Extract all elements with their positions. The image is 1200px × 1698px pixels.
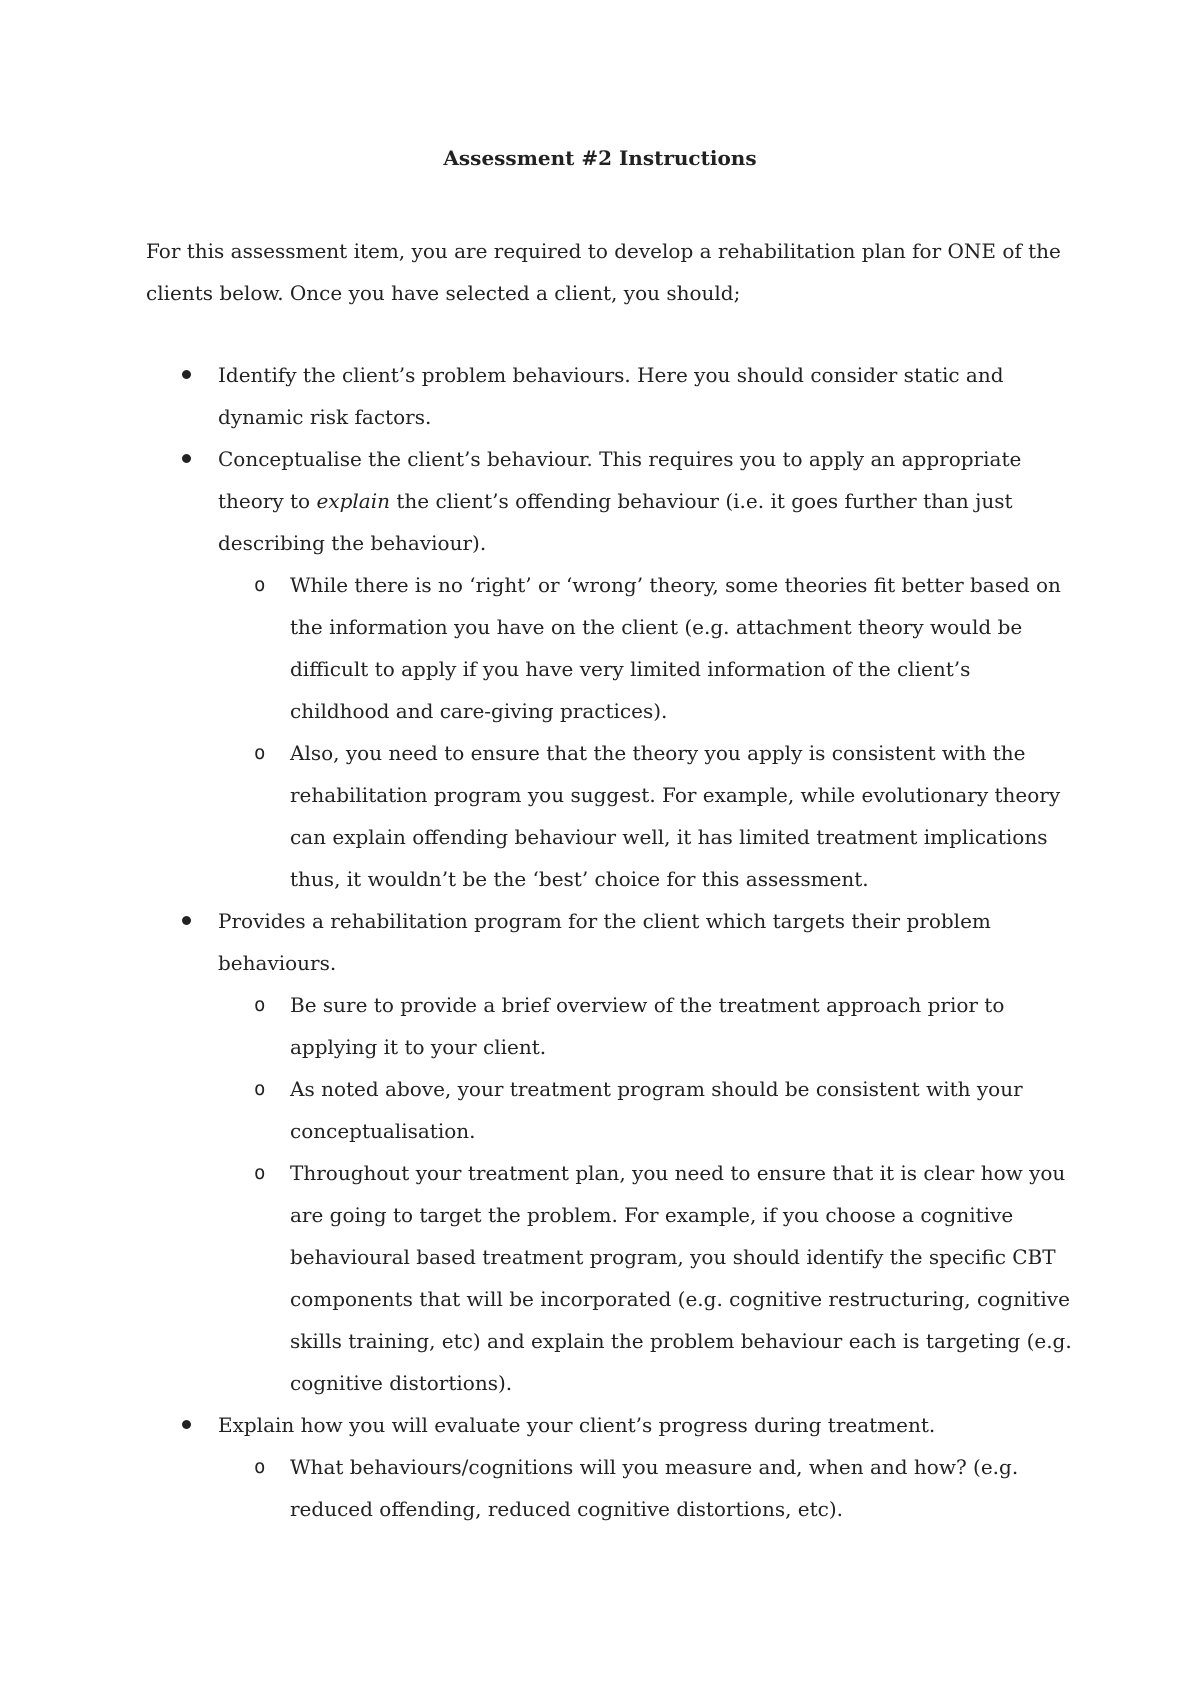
sub-list-item: [218, 564, 1076, 732]
sub-list-item: [218, 1446, 1076, 1530]
sub-list: [218, 1446, 1076, 1530]
circle-bullet-icon: o: [254, 994, 266, 1016]
list-item-text: Provides a rehabilitation program for the client which targets their problem behaviours.: [218, 909, 991, 975]
list-item-conceptualise: [146, 438, 1076, 900]
list-item-text: Identify the client’s problem behaviours. Here you should consider static and dynamic risk factors.: [218, 363, 1004, 429]
list-item-text-emphasis: explain: [316, 489, 390, 513]
sub-list-item-text: While there is no ‘right’ or ‘wrong’ theory, some theories fit better based on the information you have on the client (e.g. attachment theory would be difficult to apply if you have very limited information of the client’s childhood and care-giving practices).: [290, 573, 1061, 723]
sub-list-item-text: Be sure to provide a brief overview of the treatment approach prior to applying it to your client.: [290, 993, 1005, 1059]
sub-list-item: [218, 1068, 1076, 1152]
circle-bullet-icon: o: [254, 574, 266, 596]
sub-list-item-text: Also, you need to ensure that the theory you apply is consistent with the rehabilitation program you suggest. For example, while evolutionary theory can explain offending behaviour well, it has limited treatment implications thus, it wouldn’t be the ‘best’ choice for this assessment.: [290, 741, 1061, 891]
list-item-text-post: the client’s offending behaviour (i.e. it goes further than just describing the behaviour).: [218, 489, 1013, 555]
sub-list-item: [218, 984, 1076, 1068]
sub-list-item: [218, 732, 1076, 900]
sub-list: [218, 564, 1076, 900]
list-item-text: Explain how you will evaluate your client’s progress during treatment.: [218, 1413, 936, 1437]
sub-list-item-text: Throughout your treatment plan, you need to ensure that it is clear how you are going to target the problem. For example, if you choose a cognitive behavioural based treatment program, you should identify the specific CBT components that will be incorporated (e.g. cognitive restructuring, cognitive skills training, etc) and explain the problem behaviour each is targeting (e.g. cognitive distortions).: [290, 1161, 1072, 1395]
intro-paragraph: For this assessment item, you are required to develop a rehabilitation plan for ONE of the clients below. Once you have selected a client, you should;: [146, 239, 1061, 305]
sub-list: [218, 984, 1076, 1404]
bullet-icon: [182, 370, 191, 379]
circle-bullet-icon: o: [254, 742, 266, 764]
list-item-rehabilitation-program: [146, 900, 1076, 1404]
list-item-text-pre: Conceptualise the client’s behaviour. This requires you to apply an appropriate theory to: [218, 447, 1022, 513]
bullet-icon: [182, 454, 191, 463]
document-title: Assessment #2 Instructions: [443, 146, 757, 170]
sub-list-item-text: What behaviours/cognitions will you measure and, when and how? (e.g. reduced offending, reduced cognitive distortions, etc).: [290, 1455, 1019, 1521]
bullet-icon: [182, 1420, 191, 1429]
circle-bullet-icon: o: [254, 1456, 266, 1478]
circle-bullet-icon: o: [254, 1078, 266, 1100]
bullet-icon: [182, 916, 191, 925]
circle-bullet-icon: o: [254, 1162, 266, 1184]
list-item-evaluate-progress: [146, 1404, 1076, 1530]
instructions-list: [146, 354, 1076, 1530]
sub-list-item-text: As noted above, your treatment program should be consistent with your conceptualisation.: [290, 1077, 1023, 1143]
list-item-identify-problems: [146, 354, 1076, 438]
sub-list-item: [218, 1152, 1076, 1404]
